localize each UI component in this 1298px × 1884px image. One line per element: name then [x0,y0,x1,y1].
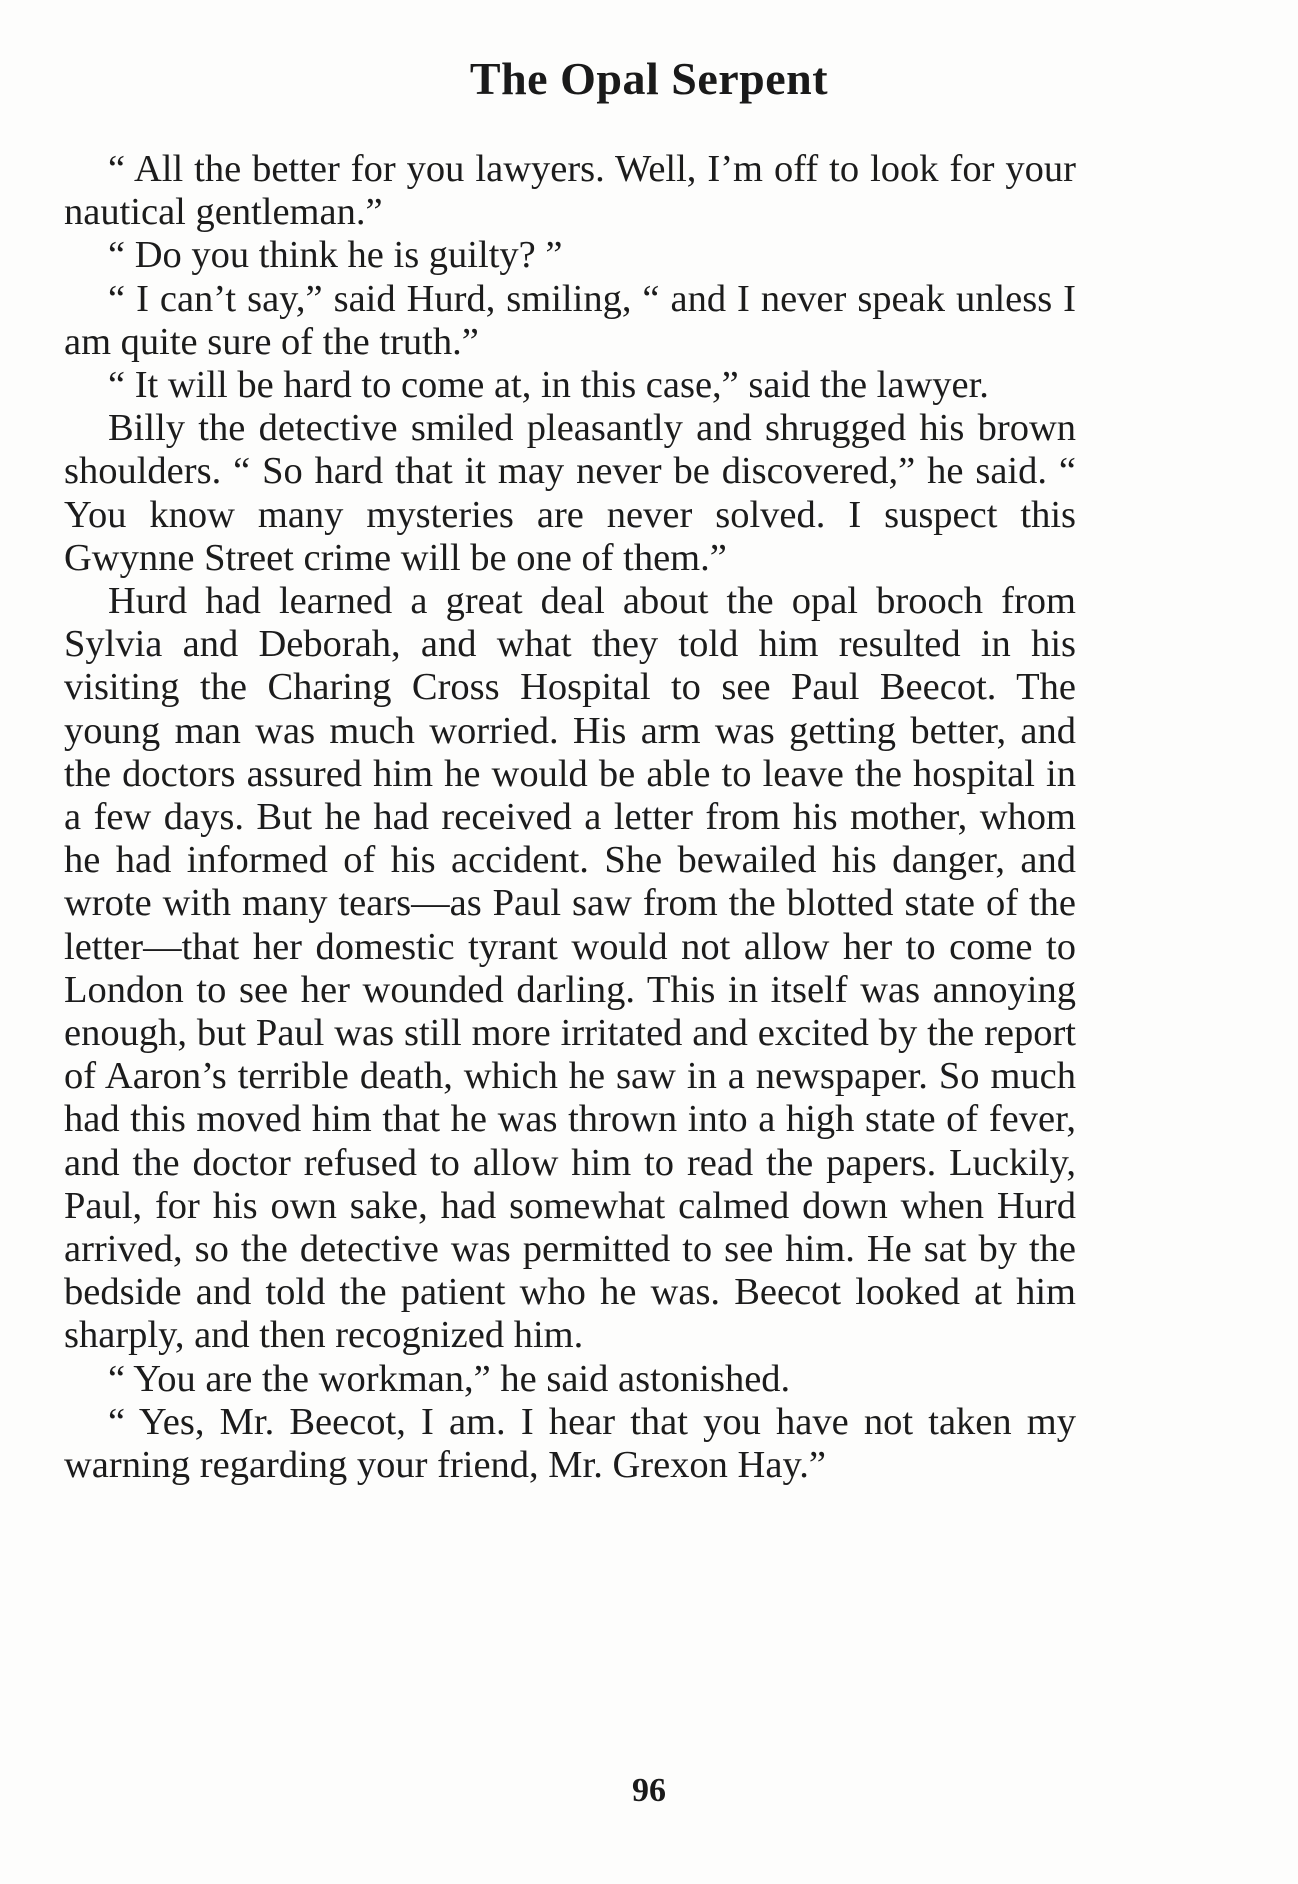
page-number: 96 [632,1772,666,1809]
paragraph: “ Yes, Mr. Beecot, I am. I hear that you have not taken my warning regarding your friend, Mr. Grexon Hay.” [64,1400,1076,1487]
paragraph: Billy the detective smiled pleasantly and shrugged his brown shoulders. “ So hard that it may never be discovered,” he said. “ You know many mysteries are never solved. I suspect this Gwynne Street crime will be one of them.” [64,407,1076,579]
paragraph: “ I can’t say,” said Hurd, smiling, “ and I never speak unless I am quite sure of the truth.” [64,277,1076,363]
paragraph: Hurd had learned a great deal about the opal brooch from Sylvia and Deborah, and what they told him resulted in his visiting the Charing Cross Hospital to see Paul Beecot. The young man was much worried. His arm was getting better, and the doctors assured him he would be able to leave the hospital in a few days. But he had received a letter from his mother, whom he had informed of his accident. She bewailed his danger, and wrote with many tears—as Paul saw from the blotted state of the letter—that her domestic tyrant would not allow her to come to London to see her wounded darling. This in itself was annoying enough, but Paul was still more irritated and excited by the report of Aaron’s terrible death, which he saw in a newspaper. So much had this moved him that he was thrown into a high state of fever, and the doctor refused to allow him to read the papers. Luckily, Paul, for his own sake, had somewhat calmed down when Hurd arrived, so the detective was permitted to see him. He sat by the bedside and told the patient who he was. Beecot looked at him sharply, and then recognized him. [64,580,1076,1357]
running-head: The Opal Serpent [469,53,829,104]
paragraph: “ All the better for you lawyers. Well, I’m off to look for your nautical gentleman.” [64,148,1076,234]
paragraph: “ You are the workman,” he said astonished. [108,1357,791,1400]
paragraph: “ Do you think he is guilty? ” [108,234,563,277]
body-text [64,148,1076,1487]
paragraph: “ It will be hard to come at, in this case,” said the lawyer. [108,364,989,407]
